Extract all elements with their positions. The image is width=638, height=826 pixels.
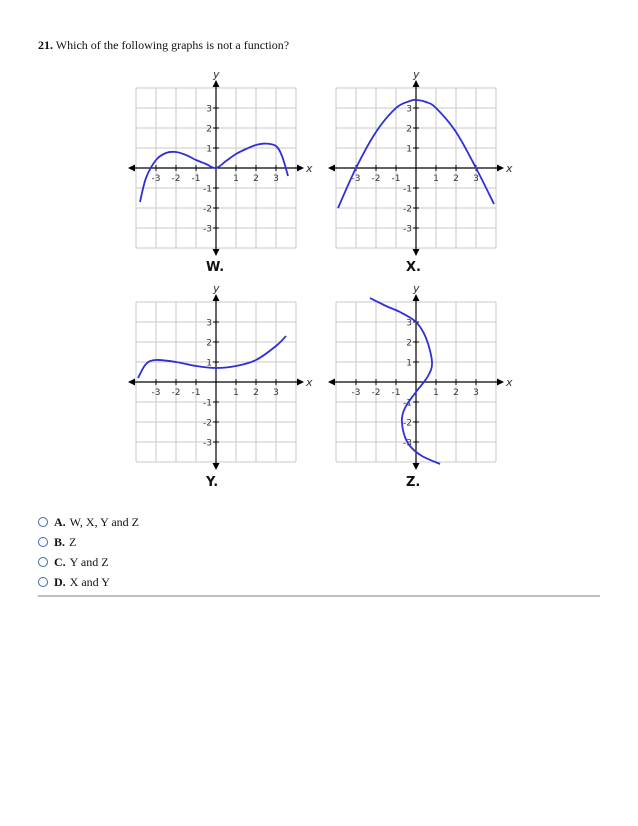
x-tick-label: -1 [191, 174, 201, 184]
y-tick-label: 2 [206, 338, 212, 349]
y-tick-label: -2 [203, 204, 212, 215]
y-axis-arrow [413, 249, 420, 256]
graph-y [116, 282, 316, 486]
x-tick-label: 3 [273, 174, 279, 184]
y-tick-label: 2 [406, 338, 412, 349]
choice-c[interactable] [38, 552, 139, 572]
choice-letter: B. [54, 534, 66, 549]
x-tick-label: -1 [391, 388, 401, 398]
y-axis-arrow [213, 249, 220, 256]
radio-b[interactable] [38, 537, 48, 547]
y-tick-label: -2 [403, 418, 412, 429]
graph-label-x: X. [406, 260, 421, 275]
choice-a[interactable] [38, 512, 139, 532]
x-tick-label: 1 [233, 174, 239, 184]
y-axis-arrow [413, 294, 420, 301]
x-axis-arrow [128, 165, 135, 172]
y-tick-label: 1 [406, 358, 412, 369]
radio-d[interactable] [38, 577, 48, 587]
choice-b[interactable] [38, 532, 139, 552]
y-tick-label: -2 [403, 204, 412, 215]
graph-curve [140, 144, 288, 202]
graph-curve [370, 298, 440, 464]
radio-c[interactable] [38, 557, 48, 567]
x-tick-label: -1 [391, 174, 401, 184]
y-tick-label: 1 [206, 144, 212, 155]
graph-w [116, 68, 316, 272]
y-axis-arrow [413, 463, 420, 470]
y-tick-label: 1 [406, 144, 412, 155]
x-axis-name: x [506, 376, 513, 389]
coordinate-plane [316, 68, 516, 272]
y-tick-label: 3 [206, 318, 212, 329]
choice-letter: C. [54, 554, 66, 569]
y-tick-label: -1 [203, 184, 212, 195]
x-tick-label: 2 [253, 388, 259, 398]
y-tick-label: 3 [206, 104, 212, 115]
y-axis-arrow [213, 80, 220, 87]
y-tick-label: 3 [406, 104, 412, 115]
choice-letter: A. [54, 514, 66, 529]
graph-label-z: Z. [406, 475, 421, 490]
x-tick-label: -2 [171, 174, 181, 184]
y-axis-arrow [213, 294, 220, 301]
x-tick-label: -3 [351, 174, 361, 184]
y-tick-label: -1 [403, 398, 412, 409]
y-tick-label: 2 [406, 124, 412, 135]
y-tick-label: 3 [406, 318, 412, 329]
x-tick-label: 2 [253, 174, 259, 184]
graph-z [316, 282, 516, 486]
question-text [38, 38, 289, 53]
x-axis-name: x [506, 162, 513, 175]
coordinate-plane [116, 282, 316, 486]
x-tick-label: 1 [233, 388, 239, 398]
x-tick-label: 1 [433, 388, 439, 398]
x-tick-label: -2 [371, 388, 381, 398]
question-prompt: Which of the following graphs is not a function? [55, 38, 290, 52]
y-axis-arrow [213, 463, 220, 470]
x-axis-arrow [328, 379, 335, 386]
x-axis-arrow [328, 165, 335, 172]
x-tick-label: 3 [473, 174, 479, 184]
x-tick-label: -1 [191, 388, 201, 398]
choice-text: X and Y [69, 574, 110, 589]
graph-x [316, 68, 516, 272]
y-tick-label: -1 [203, 398, 212, 409]
question-number: 21. [38, 38, 53, 52]
divider [38, 595, 600, 597]
y-tick-label: -1 [403, 184, 412, 195]
x-tick-label: 1 [433, 174, 439, 184]
y-tick-label: 2 [206, 124, 212, 135]
x-tick-label: 3 [273, 388, 279, 398]
y-tick-label: -3 [203, 224, 212, 235]
x-tick-label: 2 [453, 174, 459, 184]
y-axis-name: y [213, 282, 220, 295]
radio-a[interactable] [38, 517, 48, 527]
x-tick-label: -3 [351, 388, 361, 398]
x-axis-name: x [306, 162, 313, 175]
y-tick-label: -3 [403, 224, 412, 235]
y-tick-label: -2 [203, 418, 212, 429]
y-tick-label: -3 [403, 438, 412, 449]
y-axis-name: y [413, 282, 420, 295]
choice-letter: D. [54, 574, 66, 589]
x-tick-label: 2 [453, 388, 459, 398]
graph-label-w: W. [206, 260, 225, 275]
graph-label-y: Y. [206, 475, 219, 490]
x-tick-label: -3 [151, 174, 161, 184]
y-tick-label: -3 [203, 438, 212, 449]
y-axis-name: y [213, 68, 220, 81]
y-tick-label: 1 [206, 358, 212, 369]
x-axis-name: x [306, 376, 313, 389]
answer-choices [38, 512, 139, 592]
x-axis-arrow [297, 379, 304, 386]
x-tick-label: -2 [171, 388, 181, 398]
x-axis-arrow [297, 165, 304, 172]
y-axis-name: y [413, 68, 420, 81]
choice-d[interactable] [38, 572, 139, 592]
y-axis-arrow [413, 80, 420, 87]
x-axis-arrow [128, 379, 135, 386]
coordinate-plane [316, 282, 516, 486]
coordinate-plane [116, 68, 316, 272]
choice-text: Z [69, 534, 77, 549]
x-tick-label: -2 [371, 174, 381, 184]
x-tick-label: 3 [473, 388, 479, 398]
x-axis-arrow [497, 379, 504, 386]
x-tick-label: -3 [151, 388, 161, 398]
choice-text: Y and Z [69, 554, 109, 569]
choice-text: W, X, Y and Z [69, 514, 139, 529]
x-axis-arrow [497, 165, 504, 172]
